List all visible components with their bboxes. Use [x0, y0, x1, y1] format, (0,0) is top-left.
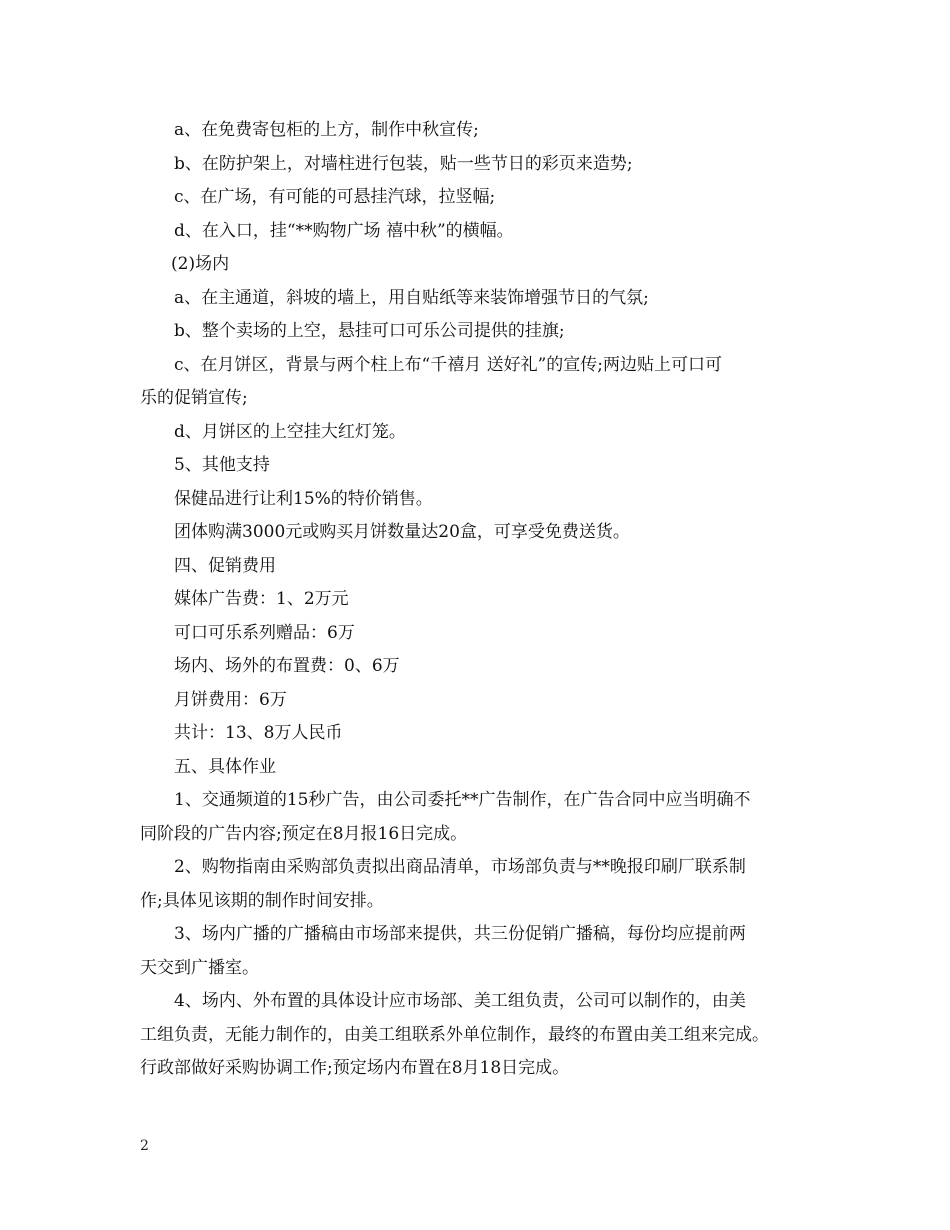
paragraph-line: b、整个卖场的上空，悬挂可口可乐公司提供的挂旗; — [174, 321, 565, 341]
paragraph-line: 团体购满3000元或购买月饼数量达20盒，可享受免费送货。 — [174, 522, 630, 542]
paragraph-line: 保健品进行让利15%的特价销售。 — [174, 488, 433, 509]
paragraph-line: 可口可乐系列赠品：6万 — [174, 622, 355, 643]
paragraph-line: 场内、场外的布置费：0、6万 — [174, 656, 400, 676]
paragraph-line: c、在月饼区，背景与两个柱上布“千禧月 送好礼”的宣传;两边贴上可口可 — [174, 354, 723, 375]
paragraph-line: 2、购物指南由采购部负责拟出商品清单，市场部负责与**晚报印刷厂联系制 — [174, 857, 746, 877]
document-body — [140, 114, 812, 1086]
section-heading: 5、其他支持 — [174, 455, 270, 475]
paragraph-line: 4、场内、外布置的具体设计应市场部、美工组负责，公司可以制作的，由美 — [174, 991, 746, 1011]
paragraph-line: 行政部做好采购协调工作;预定场内布置在8月18日完成。 — [140, 1058, 570, 1078]
paragraph-line: b、在防护架上，对墙柱进行包装，贴一些节日的彩页来造势; — [174, 153, 633, 174]
paragraph-line: a、在主通道，斜坡的墙上，用自贴纸等来装饰增强节日的气氛; — [174, 287, 649, 308]
paragraph-line: d、月饼区的上空挂大红灯笼。 — [174, 421, 406, 442]
paragraph-line: 乐的促销宣传; — [140, 388, 248, 408]
paragraph-line: d、在入口，挂“**购物广场 禧中秋”的横幅。 — [174, 220, 514, 241]
paragraph-line: 1、交通频道的15秒广告，由公司委托**广告制作，在广告合同中应当明确不 — [174, 790, 751, 810]
paragraph-line: c、在广场，有可能的可悬挂汽球，拉竖幅; — [174, 187, 496, 207]
section-heading: 四、促销费用 — [174, 555, 276, 576]
paragraph-line: 月饼费用：6万 — [174, 689, 287, 710]
section-heading: 五、具体作业 — [174, 756, 276, 777]
paragraph-line: a、在免费寄包柜的上方，制作中秋宣传; — [174, 120, 479, 140]
paragraph-line: 天交到广播室。 — [140, 957, 259, 978]
paragraph-line: 3、场内广播的广播稿由市场部来提供，共三份促销广播稿，每份均应提前两 — [174, 924, 746, 944]
paragraph-line: 共计：13、8万人民币 — [174, 723, 343, 743]
paragraph-line: 工组负责，无能力制作的，由美工组联系外单位制作，最终的布置由美工组来完成。 — [140, 1024, 769, 1045]
paragraph-line: 同阶段的广告内容;预定在8月报16日完成。 — [140, 823, 468, 844]
page-number: 2 — [140, 1138, 149, 1154]
section-heading: (2)场内 — [171, 254, 230, 274]
paragraph-line: 媒体广告费：1、2万元 — [174, 589, 349, 609]
paragraph-line: 作;具体见该期的制作时间安排。 — [140, 890, 384, 911]
